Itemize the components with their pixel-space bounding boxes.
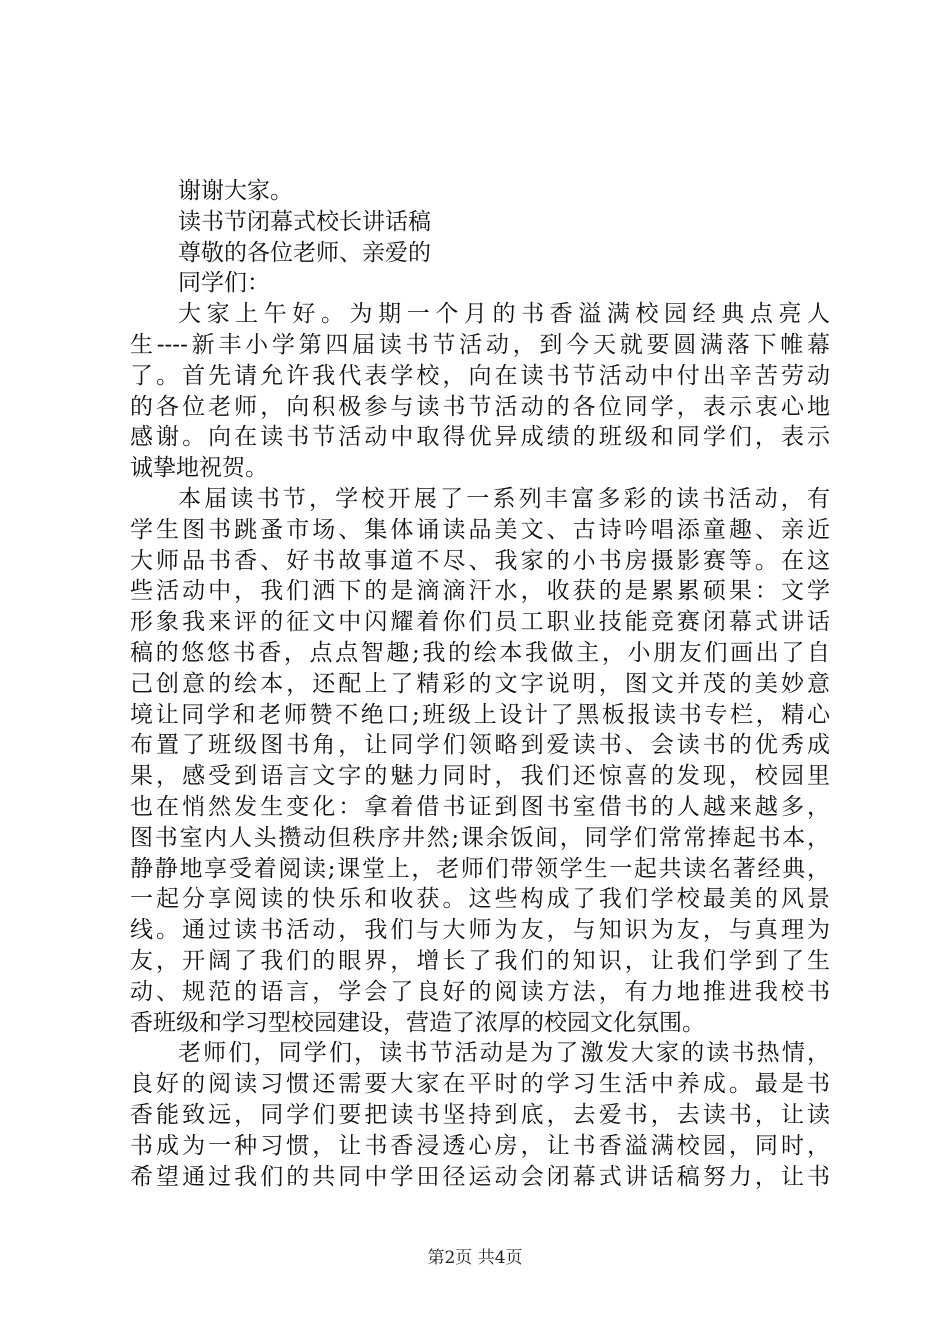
document-title: 读书节闭幕式校长讲话稿	[178, 208, 431, 235]
paragraph-line: 香班级和学习型校园建设，营造了浓厚的校园文化氛围。	[130, 1009, 705, 1036]
paragraph-line: 感谢。向在读书节活动中取得优异成绩的班级和同学们，表示	[130, 424, 830, 451]
salutation-line: 尊敬的各位老师、亲爱的	[178, 239, 431, 266]
paragraph-line: 境让同学和老师赞不绝口;班级上设计了黑板报读书专栏，精心	[130, 701, 830, 728]
thanks-line: 谢谢大家。	[178, 178, 293, 204]
paragraph-line: 些活动中，我们洒下的是滴滴汗水，收获的是累累硕果：文学	[130, 578, 830, 605]
page-number-footer: 第2页 共4页	[427, 1248, 523, 1268]
document-body	[130, 176, 830, 1192]
paragraph-line: 静静地享受着阅读;课堂上，老师们带领学生一起共读名著经典，	[130, 855, 830, 882]
paragraph-line: 图书室内人头攒动但秩序井然;课余饭间，同学们常常捧起书本，	[130, 824, 830, 851]
paragraph-line: 本届读书节，学校开展了一系列丰富多彩的读书活动，有	[178, 485, 830, 512]
paragraph-line: 的各位老师，向积极参与读书节活动的各位同学，表示衷心地	[130, 393, 830, 420]
opening-block	[130, 176, 830, 299]
paragraph-line: 一起分享阅读的快乐和收获。这些构成了我们学校最美的风景	[130, 886, 830, 913]
salutation-line: 同学们：	[178, 270, 270, 297]
paragraph-line: 大师品书香、好书故事道不尽、我家的小书房摄影赛等。在这	[130, 547, 830, 574]
paragraph-line: 老师们，同学们，读书节活动是为了激发大家的读书热情，	[178, 1040, 830, 1067]
paragraph-line: 动、规范的语言，学会了良好的阅读方法，有力地推进我校书	[130, 978, 830, 1005]
paragraph-line: 布置了班级图书角，让同学们领略到爱读书、会读书的优秀成	[130, 732, 830, 759]
paragraph-line: 学生图书跳蚤市场、集体诵读品美文、古诗吟唱添童趣、亲近	[130, 516, 830, 543]
paragraph-line: 香能致远，同学们要把读书坚持到底，去爱书，去读书，让读	[130, 1101, 830, 1128]
paragraph-line: 了。首先请允许我代表学校，向在读书节活动中付出辛苦劳动	[130, 362, 830, 389]
paragraph-line: 生----新丰小学第四届读书节活动，到今天就要圆满落下帷幕	[130, 331, 830, 358]
paragraph-line: 希望通过我们的共同中学田径运动会闭幕式讲话稿努力，让书	[130, 1163, 830, 1190]
paragraph-line: 果，感受到语言文字的魅力同时，我们还惊喜的发现，校园里	[130, 763, 830, 790]
paragraph-activities	[130, 484, 830, 1038]
paragraph-line: 稿的悠悠书香，点点智趣;我的绘本我做主，小朋友们画出了自	[130, 639, 830, 666]
paragraph-line: 线。通过读书活动，我们与大师为友，与知识为友，与真理为	[130, 917, 830, 944]
paragraph-line: 诚挚地祝贺。	[130, 455, 268, 482]
paragraph-line: 形象我来评的征文中闪耀着你们员工职业技能竞赛闭幕式讲话	[130, 609, 830, 636]
paragraph-line: 也在悄然发生变化：拿着借书证到图书室借书的人越来越多，	[130, 793, 830, 820]
paragraph-line: 大家上午好。为期一个月的书香溢满校园经典点亮人	[178, 301, 830, 328]
paragraph-line: 己创意的绘本，还配上了精彩的文字说明，图文并茂的美妙意	[130, 670, 830, 697]
paragraph-line: 友，开阔了我们的眼界，增长了我们的知识，让我们学到了生	[130, 947, 830, 974]
paragraph-greeting	[130, 299, 830, 484]
paragraph-line: 良好的阅读习惯还需要大家在平时的学习生活中养成。最是书	[130, 1071, 830, 1098]
paragraph-closing	[130, 1038, 830, 1192]
paragraph-line: 书成为一种习惯，让书香浸透心房，让书香溢满校园，同时，	[130, 1132, 830, 1159]
